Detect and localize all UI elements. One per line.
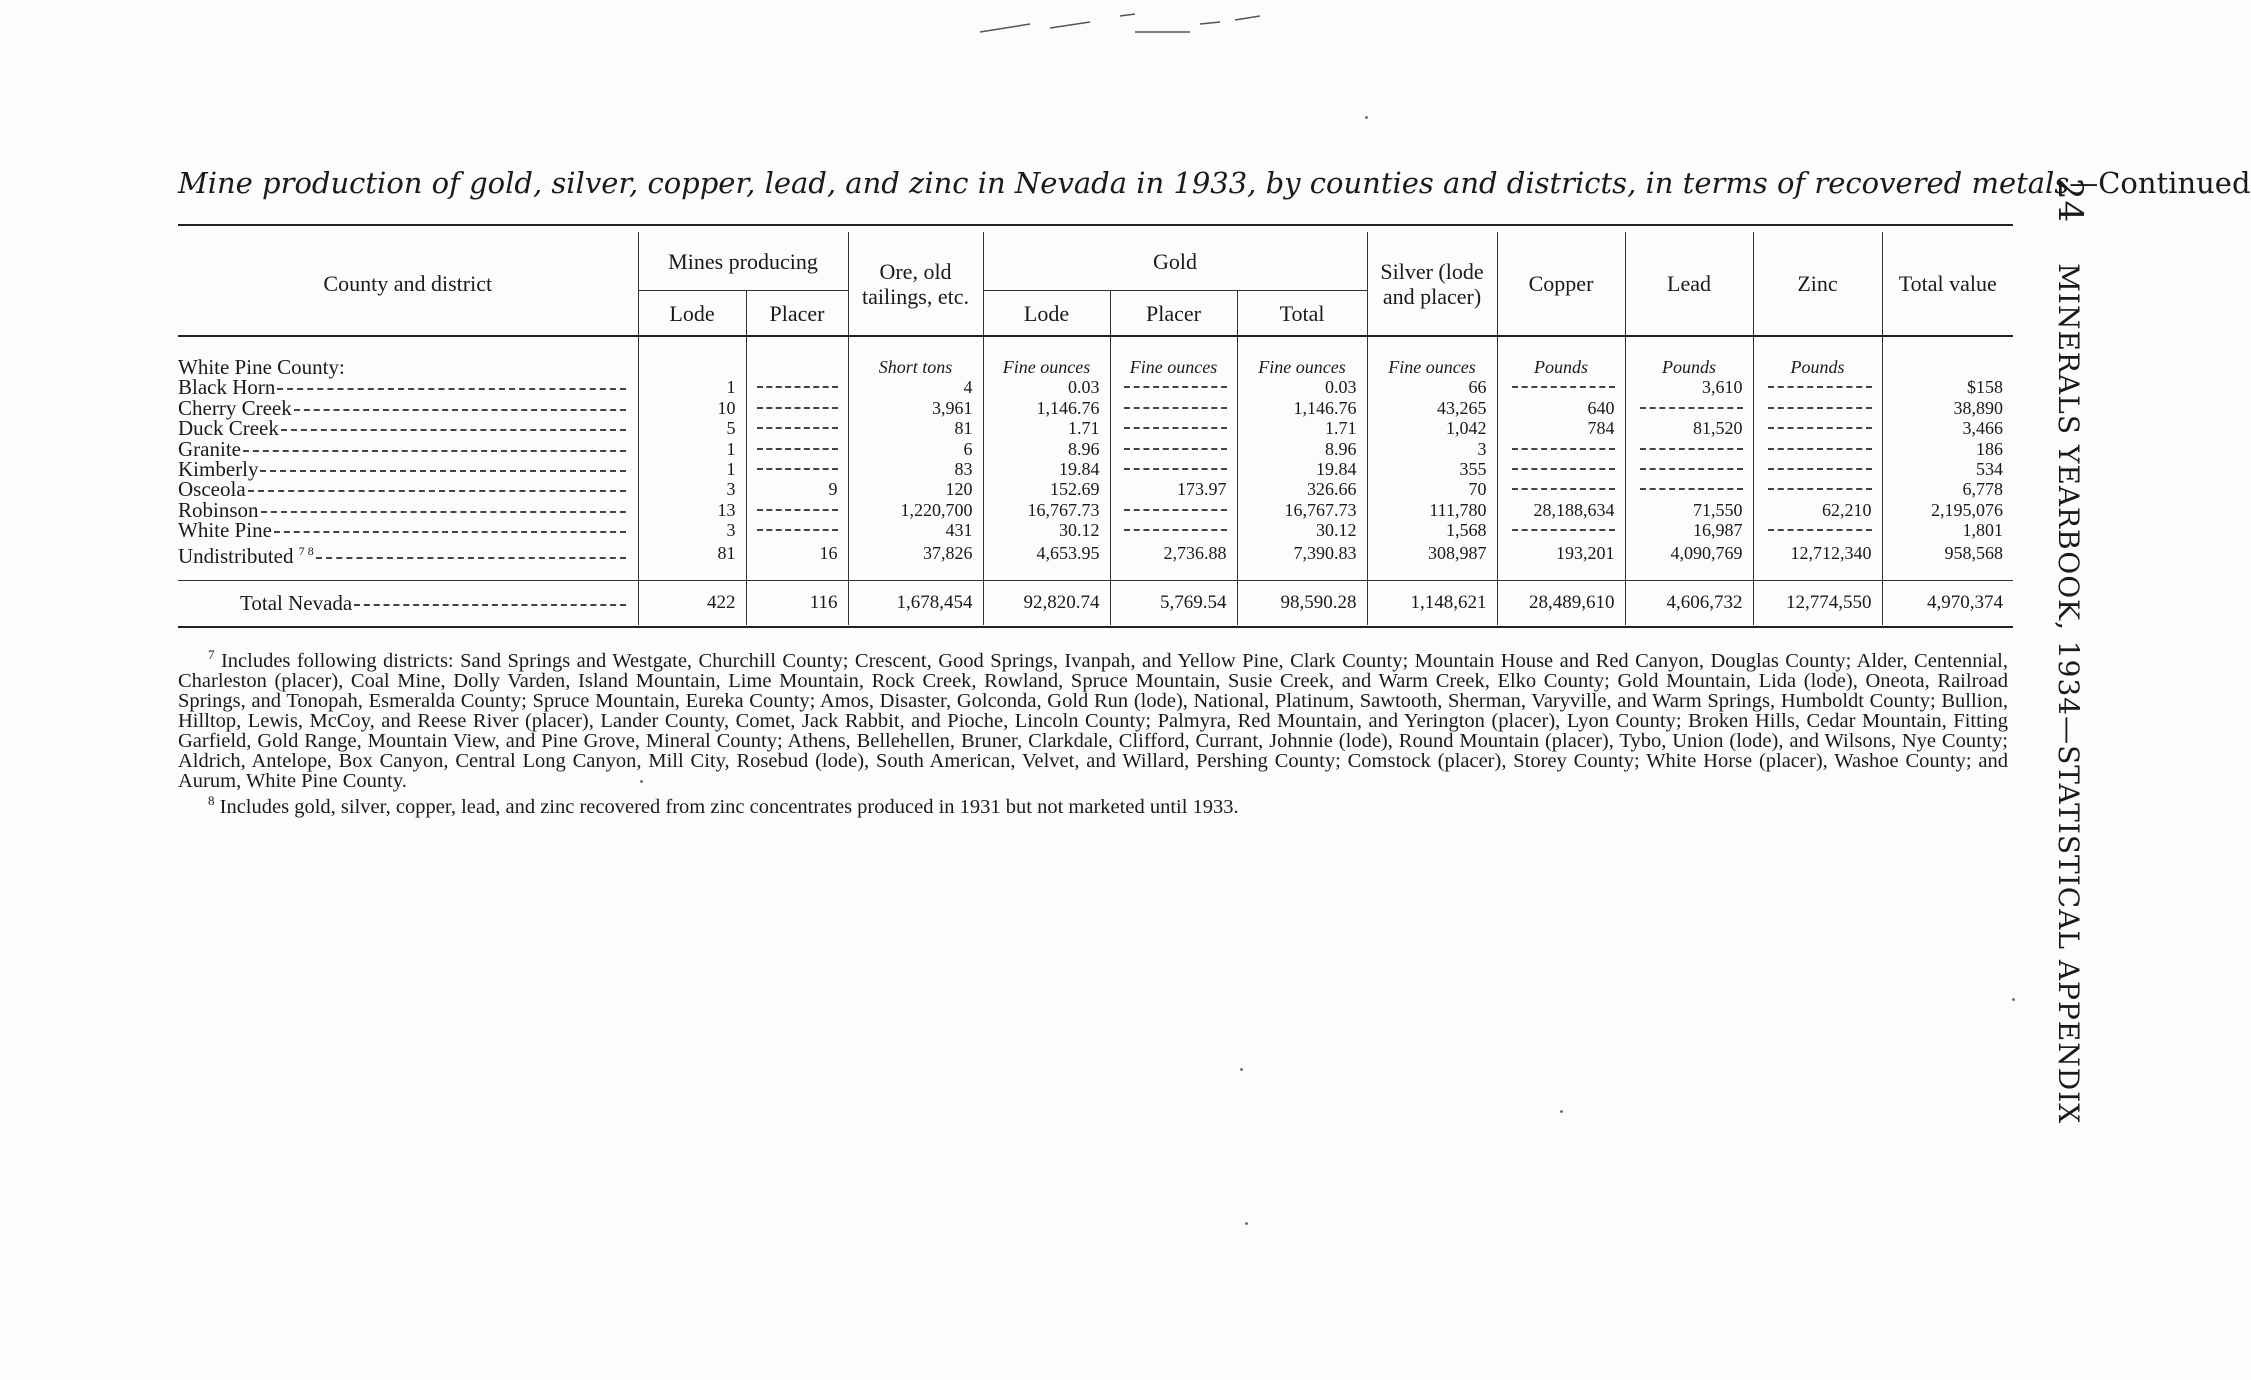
- empty-cell-dashes: [1124, 529, 1226, 531]
- table-row: [178, 500, 2013, 520]
- cell-total-value: 4,970,374: [1882, 581, 2013, 626]
- empty-cell-dashes: [1640, 448, 1743, 450]
- unit-ore: Short tons: [848, 336, 983, 377]
- cell-total-value: 2,195,076: [1882, 500, 2013, 520]
- cell-gold-placer: [1110, 459, 1237, 479]
- footnote-text: Includes following districts: Sand Springs and Westgate, Churchill County; Crescent, Good Springs, Ivanpah, and Yellow Pine, Clark County; Mountain House and Red Canyon, Douglas County; Alder, Centennial, Charleston (placer), Coal Mine, Dolly Varden, Island Mountain, Lime Mountain, Rock Creek, Rowland, Spruce Mountain, Susie Creek, and Warm Creek, Elko County; Gold Mountain, Lida (lode), Oneota, Railroad Springs, and Tonopah, Esmeralda County; Spruce Mountain, Eureka County; Amos, Disaster, Golconda, Gold Run (lode), National, Platinum, Sawtooth, Sherman, Varyville, and Warm Springs, Humboldt County; Bullion, Hilltop, Lewis, McCoy, and Reese River (placer), Lander County, Comet, Jack Rabbit, and Pioche, Lincoln County; Palmyra, Red Mountain, and Yerington (placer), Lyon County; Broken Hills, Cedar Mountain, Fitting Garfield, Gold Range, Mountain View, and Pine Grove, Mineral County; Athens, Bellehellen, Bruner, Clarkdale, Clifford, Currant, Johnnie (lode), Round Mountain (placer), Tybo, Union (lode), and Wilsons, Nye County; Aldrich, Antelope, Box Canyon, Central Long Canyon, Mill City, Rosebud (lode), South American, Velvet, and Willard, Pershing County; Comstock (placer), Storey County; White Horse (placer), Washoe County; and Aurum, White Pine County.: [178, 649, 2008, 792]
- cell-mines-lode: 3: [638, 520, 746, 540]
- table-title-main: Mine production of gold, silver, copper, lead, and zinc in Nevada in 1933, by counties and districts, in terms of recovered metals: [178, 166, 2070, 200]
- cell-gold-total: 16,767.73: [1237, 500, 1367, 520]
- cell-copper: 640: [1497, 398, 1625, 418]
- cell-copper: 193,201: [1497, 541, 1625, 566]
- col-gold-total: Total: [1237, 291, 1367, 337]
- cell-silver: 66: [1367, 377, 1497, 397]
- cell-gold-total: 98,590.28: [1237, 581, 1367, 626]
- cell-gold-total: 0.03: [1237, 377, 1367, 397]
- dot-leader: [261, 511, 626, 513]
- cell-copper: 784: [1497, 418, 1625, 438]
- empty-cell-dashes: [1124, 509, 1226, 511]
- spacer-cell: [746, 566, 848, 581]
- cell-zinc: [1753, 439, 1882, 459]
- spacer-cell: [848, 566, 983, 581]
- cell-zinc: [1753, 520, 1882, 540]
- district-name: [178, 477, 638, 502]
- cell-copper: [1497, 520, 1625, 540]
- district-name: [178, 457, 638, 482]
- cell-mines-lode: 5: [638, 418, 746, 438]
- district-name-text: Robinson: [178, 497, 259, 522]
- empty-cell-dashes: [1768, 427, 1872, 429]
- cell-mines-lode: 1: [638, 377, 746, 397]
- cell-mines-placer: [746, 418, 848, 438]
- empty-cell-dashes: [1124, 386, 1226, 388]
- district-name-text: White Pine: [178, 518, 272, 543]
- cell-copper: [1497, 377, 1625, 397]
- cell-gold-placer: [1110, 398, 1237, 418]
- dot-leader: [260, 470, 626, 472]
- cell-ore: 4: [848, 377, 983, 397]
- cell-lead: 81,520: [1625, 418, 1753, 438]
- cell-mines-placer: [746, 377, 848, 397]
- empty-cell-dashes: [757, 407, 837, 409]
- footnote-mark: 7: [208, 647, 215, 662]
- cell-ore: 1,678,454: [848, 581, 983, 626]
- table-row-total: [178, 581, 2013, 626]
- cell-total-value: 534: [1882, 459, 2013, 479]
- district-name-text: Granite: [178, 436, 241, 461]
- spacer-cell: [1110, 566, 1237, 581]
- col-zinc: Zinc: [1753, 232, 1882, 336]
- unit-gold-lode: Fine ounces: [983, 336, 1110, 377]
- scan-artifact-marks: [960, 10, 1320, 40]
- cell-mines-lode: 10: [638, 398, 746, 418]
- cell-silver: 3: [1367, 439, 1497, 459]
- empty-cell-dashes: [757, 529, 837, 531]
- empty-cell-dashes: [1512, 468, 1615, 470]
- unit-total-value: [1882, 336, 2013, 377]
- cell-total-value: 1,801: [1882, 520, 2013, 540]
- production-table: [178, 232, 2013, 625]
- spacer-cell: [983, 566, 1110, 581]
- cell-copper: [1497, 459, 1625, 479]
- empty-cell-dashes: [1512, 488, 1615, 490]
- cell-gold-total: 30.12: [1237, 520, 1367, 540]
- empty-cell-dashes: [1124, 448, 1226, 450]
- empty-cell-dashes: [1640, 488, 1743, 490]
- units-blank: [638, 336, 746, 377]
- cell-gold-placer: [1110, 377, 1237, 397]
- cell-gold-lode: 30.12: [983, 520, 1110, 540]
- empty-cell-dashes: [757, 427, 837, 429]
- cell-gold-placer: 2,736.88: [1110, 541, 1237, 566]
- district-name-text: Osceola: [178, 477, 246, 502]
- footnote-ref: 7 8: [298, 543, 314, 558]
- table-body: [178, 336, 2013, 625]
- cell-zinc: [1753, 377, 1882, 397]
- cell-mines-lode: 3: [638, 479, 746, 499]
- cell-lead: [1625, 459, 1753, 479]
- cell-gold-lode: 16,767.73: [983, 500, 1110, 520]
- cell-total-value: 6,778: [1882, 479, 2013, 499]
- cell-silver: 1,568: [1367, 520, 1497, 540]
- table-title-suffix: —Continued: [2069, 166, 2251, 200]
- empty-cell-dashes: [1124, 468, 1226, 470]
- col-gold: Gold: [983, 232, 1367, 291]
- footnote-8: [178, 791, 2008, 817]
- empty-cell-dashes: [757, 386, 837, 388]
- cell-ore: 1,220,700: [848, 500, 983, 520]
- empty-cell-dashes: [1768, 529, 1872, 531]
- cell-gold-total: 1.71: [1237, 418, 1367, 438]
- cell-gold-placer: [1110, 520, 1237, 540]
- county-heading: White Pine County:: [178, 355, 345, 379]
- empty-cell-dashes: [757, 509, 837, 511]
- dot-leader: [243, 450, 626, 452]
- cell-gold-placer: [1110, 418, 1237, 438]
- col-mines-lode: Lode: [638, 291, 746, 337]
- cell-mines-lode: 13: [638, 500, 746, 520]
- cell-gold-placer: 5,769.54: [1110, 581, 1237, 626]
- cell-total-value: 958,568: [1882, 541, 2013, 566]
- district-name: [178, 375, 638, 400]
- dot-leader: [277, 388, 626, 390]
- empty-cell-dashes: [1768, 468, 1872, 470]
- cell-lead: 16,987: [1625, 520, 1753, 540]
- footnotes: [178, 645, 2008, 817]
- cell-gold-lode: 152.69: [983, 479, 1110, 499]
- running-header: [2050, 178, 2090, 1158]
- cell-lead: 71,550: [1625, 500, 1753, 520]
- col-silver: Silver (lode and placer): [1367, 232, 1497, 336]
- cell-zinc: [1753, 398, 1882, 418]
- empty-cell-dashes: [1768, 407, 1872, 409]
- empty-cell-dashes: [1768, 448, 1872, 450]
- empty-cell-dashes: [1512, 386, 1615, 388]
- unit-silver: Fine ounces: [1367, 336, 1497, 377]
- district-name-text: Black Horn: [178, 375, 276, 400]
- cell-gold-total: 8.96: [1237, 439, 1367, 459]
- district-name-text: Cherry Creek: [178, 395, 292, 420]
- bottom-rule: [178, 626, 2013, 628]
- cell-zinc: 12,712,340: [1753, 541, 1882, 566]
- unit-gold-total: Fine ounces: [1237, 336, 1367, 377]
- units-row: [178, 336, 2013, 377]
- col-copper: Copper: [1497, 232, 1625, 336]
- district-name-text: Total Nevada: [240, 590, 353, 615]
- cell-gold-lode: 19.84: [983, 459, 1110, 479]
- cell-ore: 83: [848, 459, 983, 479]
- spacer-cell: [638, 566, 746, 581]
- cell-ore: 431: [848, 520, 983, 540]
- cell-mines-placer: 9: [746, 479, 848, 499]
- cell-total-value: $158: [1882, 377, 2013, 397]
- cell-silver: 111,780: [1367, 500, 1497, 520]
- cell-total-value: 186: [1882, 439, 2013, 459]
- footnote-mark: 8: [208, 792, 215, 808]
- cell-silver: 308,987: [1367, 541, 1497, 566]
- unit-lead: Pounds: [1625, 336, 1753, 377]
- empty-cell-dashes: [1512, 448, 1615, 450]
- table-row: [178, 439, 2013, 459]
- col-county-district: County and district: [323, 271, 493, 296]
- spacer-cell: [1367, 566, 1497, 581]
- spacer-cell: [1882, 566, 2013, 581]
- district-name: [178, 395, 638, 420]
- table-row: [178, 479, 2013, 499]
- cell-lead: 4,606,732: [1625, 581, 1753, 626]
- cell-gold-total: 7,390.83: [1237, 541, 1367, 566]
- cell-zinc: 62,210: [1753, 500, 1882, 520]
- col-mines-producing: Mines producing: [638, 232, 848, 291]
- cell-silver: 1,042: [1367, 418, 1497, 438]
- cell-zinc: [1753, 479, 1882, 499]
- cell-ore: 6: [848, 439, 983, 459]
- table-row: [178, 520, 2013, 540]
- cell-ore: 37,826: [848, 541, 983, 566]
- units-blank: [746, 336, 848, 377]
- cell-mines-lode: 422: [638, 581, 746, 626]
- empty-cell-dashes: [1768, 488, 1872, 490]
- spacer-cell: [178, 566, 638, 581]
- cell-copper: 28,489,610: [1497, 581, 1625, 626]
- district-name: [178, 581, 638, 626]
- table-title: [178, 166, 2251, 200]
- cell-mines-lode: 81: [638, 541, 746, 566]
- empty-cell-dashes: [1640, 468, 1743, 470]
- district-name: [178, 541, 638, 566]
- cell-lead: 4,090,769: [1625, 541, 1753, 566]
- cell-gold-placer: [1110, 439, 1237, 459]
- cell-gold-total: 19.84: [1237, 459, 1367, 479]
- district-name-text: Undistributed: [178, 543, 294, 568]
- cell-total-value: 3,466: [1882, 418, 2013, 438]
- cell-lead: [1625, 479, 1753, 499]
- empty-cell-dashes: [1512, 529, 1615, 531]
- col-gold-lode: Lode: [983, 291, 1110, 337]
- cell-gold-lode: 1.71: [983, 418, 1110, 438]
- cell-mines-placer: [746, 439, 848, 459]
- spacer-cell: [1497, 566, 1625, 581]
- cell-silver: 70: [1367, 479, 1497, 499]
- cell-gold-total: 1,146.76: [1237, 398, 1367, 418]
- district-name-text: Kimberly: [178, 457, 259, 482]
- table-row: [178, 377, 2013, 397]
- cell-ore: 3,961: [848, 398, 983, 418]
- spacer-cell: [1753, 566, 1882, 581]
- cell-mines-placer: 16: [746, 541, 848, 566]
- cell-total-value: 38,890: [1882, 398, 2013, 418]
- spacer-cell: [1625, 566, 1753, 581]
- cell-copper: [1497, 479, 1625, 499]
- empty-cell-dashes: [1124, 427, 1226, 429]
- cell-mines-placer: [746, 398, 848, 418]
- cell-gold-lode: 1,146.76: [983, 398, 1110, 418]
- district-name: [178, 436, 638, 461]
- cell-mines-lode: 1: [638, 459, 746, 479]
- district-name: [178, 416, 638, 441]
- cell-gold-lode: 8.96: [983, 439, 1110, 459]
- cell-copper: 28,188,634: [1497, 500, 1625, 520]
- cell-silver: 43,265: [1367, 398, 1497, 418]
- unit-gold-placer: Fine ounces: [1110, 336, 1237, 377]
- cell-gold-lode: 0.03: [983, 377, 1110, 397]
- dot-leader: [281, 429, 626, 431]
- running-title: MINERALS YEARBOOK, 1934—STATISTICAL APPENDIX: [2052, 263, 2085, 1125]
- spacer-cell: [1237, 566, 1367, 581]
- cell-lead: 3,610: [1625, 377, 1753, 397]
- cell-ore: 120: [848, 479, 983, 499]
- table-row: [178, 398, 2013, 418]
- empty-cell-dashes: [1124, 407, 1226, 409]
- cell-mines-lode: 1: [638, 439, 746, 459]
- dot-leader: [294, 409, 626, 411]
- dot-leader: [274, 531, 626, 533]
- cell-ore: 81: [848, 418, 983, 438]
- empty-cell-dashes: [757, 468, 837, 470]
- cell-gold-placer: 173.97: [1110, 479, 1237, 499]
- cell-mines-placer: [746, 459, 848, 479]
- cell-gold-total: 326.66: [1237, 479, 1367, 499]
- top-rule: [178, 224, 2013, 226]
- cell-mines-placer: 116: [746, 581, 848, 626]
- cell-copper: [1497, 439, 1625, 459]
- cell-mines-placer: [746, 500, 848, 520]
- district-name: [178, 518, 638, 543]
- table-row-undistributed: [178, 541, 2013, 566]
- cell-mines-placer: [746, 520, 848, 540]
- cell-lead: [1625, 439, 1753, 459]
- dot-leader: [316, 557, 626, 559]
- cell-gold-lode: 4,653.95: [983, 541, 1110, 566]
- page-number: 24: [2050, 178, 2090, 224]
- empty-cell-dashes: [1640, 407, 1743, 409]
- district-name: [178, 497, 638, 522]
- col-total-value: Total value: [1882, 232, 2013, 336]
- cell-silver: 1,148,621: [1367, 581, 1497, 626]
- cell-silver: 355: [1367, 459, 1497, 479]
- cell-gold-lode: 92,820.74: [983, 581, 1110, 626]
- col-mines-placer: Placer: [746, 291, 848, 337]
- table-row: [178, 459, 2013, 479]
- district-name-text: Duck Creek: [178, 416, 279, 441]
- empty-cell-dashes: [1768, 386, 1872, 388]
- footnote-7: [178, 645, 2008, 791]
- table-row: [178, 418, 2013, 438]
- dot-leader: [354, 604, 626, 606]
- dot-leader: [248, 490, 626, 492]
- spacer-row: [178, 566, 2013, 581]
- cell-gold-placer: [1110, 500, 1237, 520]
- footnote-text: Includes gold, silver, copper, lead, and zinc recovered from zinc concentrates produced in 1931 but not marketed until 1933.: [219, 795, 1239, 818]
- unit-zinc: Pounds: [1753, 336, 1882, 377]
- table-header: [178, 232, 2013, 336]
- cell-zinc: 12,774,550: [1753, 581, 1882, 626]
- col-ore: Ore, old tailings, etc.: [848, 232, 983, 336]
- empty-cell-dashes: [757, 448, 837, 450]
- unit-copper: Pounds: [1497, 336, 1625, 377]
- col-gold-placer: Placer: [1110, 291, 1237, 337]
- cell-lead: [1625, 398, 1753, 418]
- cell-zinc: [1753, 418, 1882, 438]
- cell-zinc: [1753, 459, 1882, 479]
- col-lead: Lead: [1625, 232, 1753, 336]
